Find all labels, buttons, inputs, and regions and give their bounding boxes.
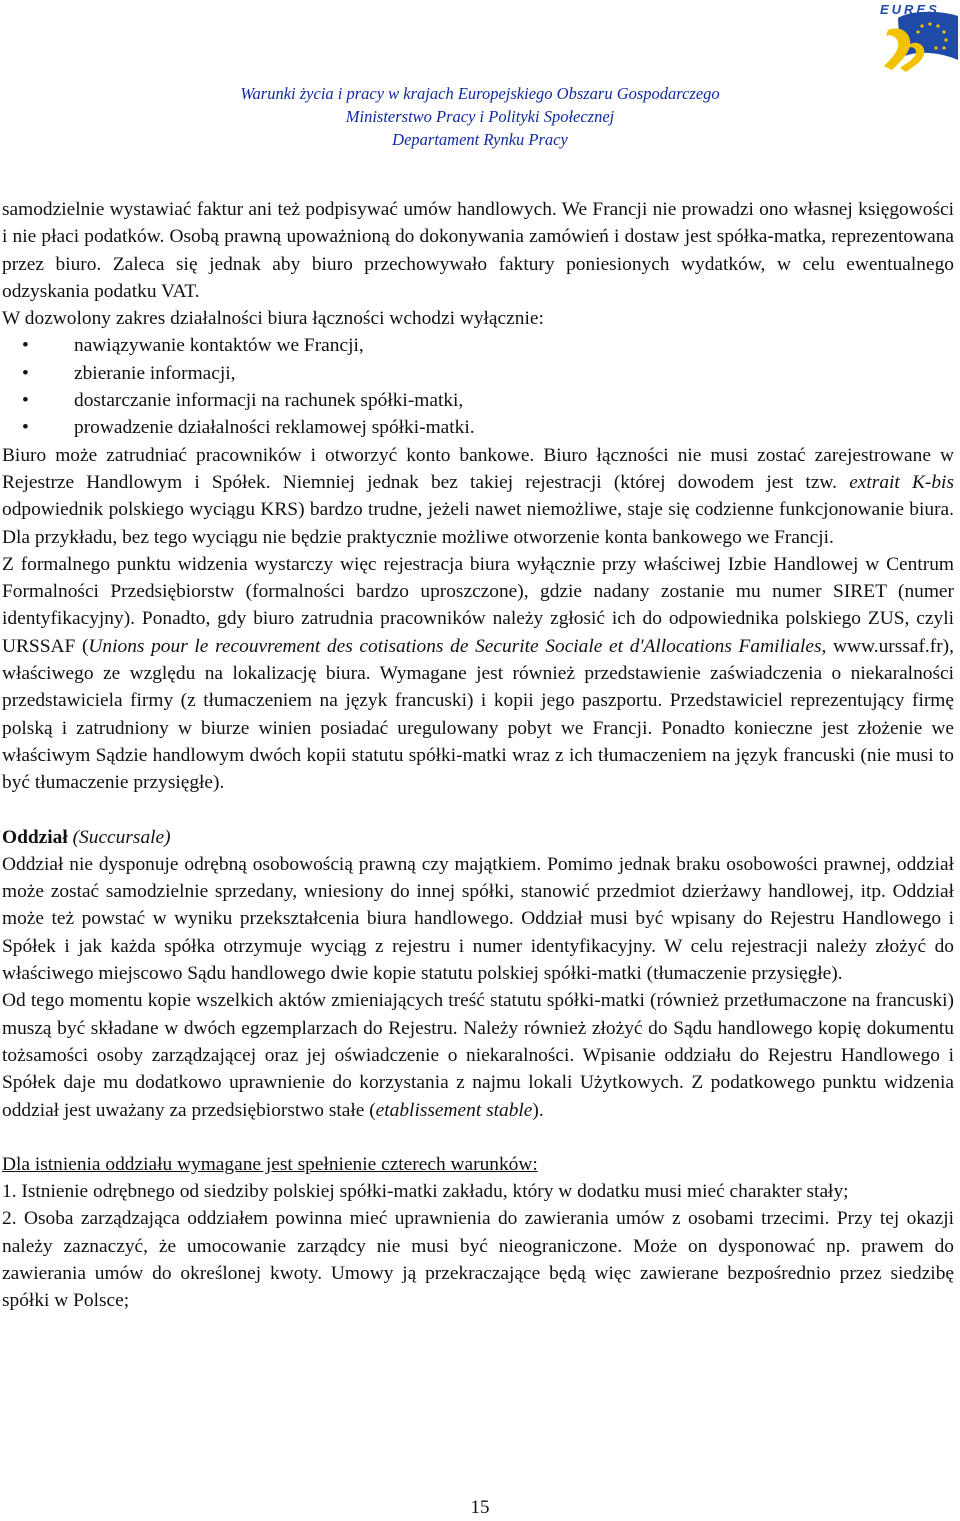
list-item: • zbieranie informacji, [2,360,954,387]
document-body [2,196,954,1315]
paragraph-branch-definition: Oddział nie dysponuje odrębną osobowością prawną czy majątkiem. Pomimo jednak braku osobowości prawnej, oddział może zostać samodzielnie sprzedany, wniesiony do innej spółki, stanowić przedmiot dzierżawy handlowej, itp. Oddział może też powstać w wyniku przekształcenia biura handlowego. Oddział musi być wpisany do Rejestru Handlowego i Spółek i jak każda spółka otrzymuje wyciąg z rejestru i numer identyfikacyjny. W celu rejestracji należy złożyć do właściwego miejscowo Sądu handlowego dwie kopie statutu polskiej spółki-matki (tłumaczenie przysięgłe). [2,853,954,985]
spacer [2,797,954,824]
page-number: 15 [470,1497,490,1518]
list-item: • nawiązywanie kontaktów we Francji, [2,332,954,359]
header-ministry: Ministerstwo Pracy i Polityki Społecznej [345,107,615,126]
text-span: Z formalnego punktu widzenia wystarczy więc rejestracja biura wyłącznie przy właściwej Izbie Handlowej w Centrum Formalności Przedsiębiorstw (formalności bardzo uproszczone), gdzie nadany zostanie mu numer SIRET (numer identyfikacyjny). Ponadto, gdy biuro zatrudnia pracowników należy zgłosić ich do odpowiednika polskiego ZUS, czyli URSSAF ( [2,553,954,657]
heading-italic: (Succursale) [72,826,171,848]
conditions-heading: Dla istnienia oddziału wymagane jest spełnienie czterech warunków: [2,1153,538,1175]
text-span: Biuro może zatrudniać pracowników i otworzyć konto bankowe. Biuro łączności nie musi zostać zarejestrowane w Rejestrze Handlowym i Spółek. Niemniej jednak bez takiej rejestracji (której dowodem jest tzw. [2,444,954,493]
logo-wordmark: EURES [880,2,940,17]
text-span: , www.urssaf.fr), właściwego ze względu na lokalizację biura. Wymagane jest również przedstawienie zaświadczenia o niekaralności przedstawiciela firmy (z tłumaczeniem na język francuski) i kopii jego paszportu. Przedstawiciel reprezentujący firmę polską i zatrudniony w biurze winien posiadać uregulowany pobyt we Francji. Ponadto konieczne jest złożenie we właściwym Sądzie handlowym dwóch kopii statutu spółki-matki wraz z ich tłumaczeniem na język francuski (nie musi to być tłumaczenie przysięgłe). [2,635,954,794]
paragraph-scope-intro: W dozwolony zakres działalności biura łączności wchodzi wyłącznie: [2,308,544,330]
list-item: • prowadzenie działalności reklamowej spółki-matki. [2,414,954,441]
paragraph-liaison-office-limits: samodzielnie wystawiać faktur ani też podpisywać umów handlowych. We Francji nie prowadzi ono własnej księgowości i nie płaci podatków. Osobą prawną upoważnioną do dokonywania zamówień i dostaw jest spółka-matka, reprezentowana przez biuro. Zaleca się jednak aby biuro przechowywało faktury poniesionych wydatków, w celu ewentualnego odzyskania podatku VAT. [2,199,954,302]
header-title: Warunki życia i pracy w krajach Europejskiego Obszaru Gospodarczego [240,84,720,103]
spacer [2,1124,954,1151]
term-urssaf: Unions pour le recouvrement des cotisations de Securite Sociale et d'Allocations Familiales [88,635,822,657]
heading-bold: Oddział [2,826,68,848]
text-span: odpowiednik polskiego wyciągu KRS) bardzo trudne, jeżeli nawet niemożliwe, staje się codzienne funkcjonowanie biura. Dla przykładu, bez tego wyciągu nie będzie praktycznie możliwe otworzenie konta bankowego we Francji. [2,499,954,548]
section-heading-branch [2,824,954,851]
term-etablissement: etablissement stable [375,1099,533,1121]
header-department: Departament Rynku Pracy [392,130,568,149]
document-header [0,82,960,151]
text-span: Od tego momentu kopie wszelkich aktów zmieniających treść statutu spółki-matki (również przetłumaczone na francuski) muszą być składane w dwóch egzemplarzach do Rejestru. Należy również złożyć do Sądu handlowego kopię dokumentu tożsamości osoby zarządzającej oraz jej oświadczenie o niekaralności. Wpisanie oddziału do Rejestru Handlowego i Spółek daje mu dodatkowo uprawnienie do korzystania z najmu lokali Użytkowych. Z podatkowego punktu widzenia oddział jest uważany za przedsiębiorstwo stałe ( [2,990,954,1121]
condition-2: 2. Osoba zarządzająca oddziałem powinna mieć uprawnienia do zawierania umów z osobami trzecimi. Przy tej okazji należy zaznaczyć, że umocowanie zarządcy nie musi być nieograniczone. Może on dysponować np. prawem do zawierania umów do określonej kwoty. Umowy ją przekraczające będą więc zawierane bezpośrednio przez siedzibę spółki w Polsce; [2,1208,954,1312]
paragraph-branch-obligations [2,987,954,1123]
paragraph-employment-registration [2,442,954,551]
list-item: • dostarczanie informacji na rachunek spółki-matki, [2,387,954,414]
term-kbis: extrait K-bis [849,471,954,493]
paragraph-formal-registration [2,551,954,797]
condition-1: 1. Istnienie odrębnego od siedziby polskiej spółki-matki zakładu, który w dodatku musi mieć charakter stały; [2,1181,849,1203]
text-span: ). [532,1099,544,1121]
scope-bullet-list [2,332,954,441]
